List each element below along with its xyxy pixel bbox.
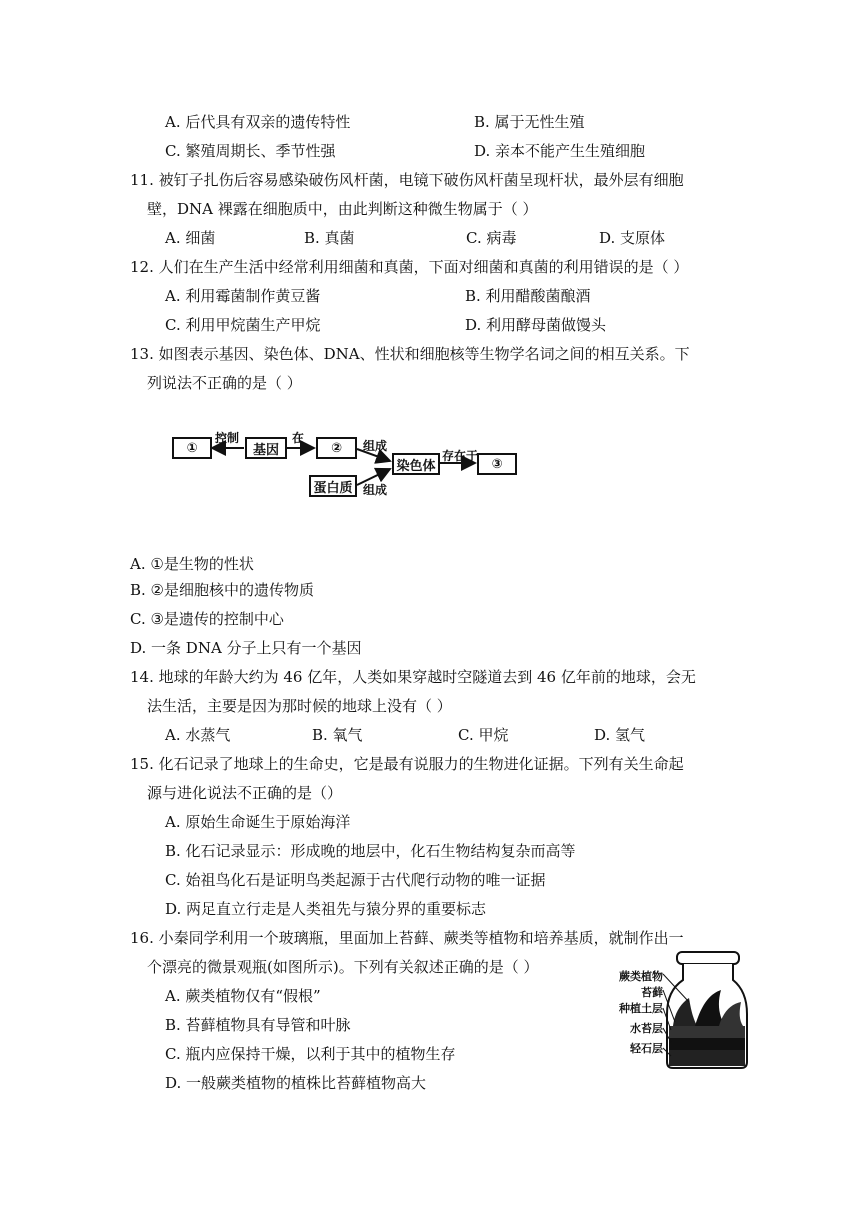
q15-option-a: A. 原始生命诞生于原始海洋 — [165, 813, 351, 831]
diagram-box-protein: 蛋白质 — [309, 475, 357, 497]
label-soil-layer: 种植土层 — [619, 1002, 663, 1015]
q16-option-c: C. 瓶内应保持干燥，以利于其中的植物生存 — [165, 1045, 456, 1063]
label-compose-1: 组成 — [363, 439, 388, 453]
label-moss: 苔藓 — [641, 986, 663, 999]
q13-stem-line2: 列说法不正确的是（ ） — [147, 374, 302, 392]
q13-option-c: C. ③是遗传的控制中心 — [130, 610, 284, 628]
q11-option-b: B. 真菌 — [304, 229, 355, 247]
q11-stem-line2: 壁，DNA 裸露在细胞质中，由此判断这种微生物属于（ ） — [147, 200, 538, 218]
q15-option-d: D. 两足直立行走是人类祖先与猿分界的重要标志 — [165, 900, 487, 918]
gene-chromosome-diagram — [170, 425, 530, 505]
q10-option-d: D. 亲本不能产生生殖细胞 — [474, 142, 646, 160]
q11-option-c: C. 病毒 — [466, 229, 517, 247]
q12-option-b: B. 利用醋酸菌酿酒 — [465, 287, 591, 305]
diagram-box-1: ① — [172, 437, 212, 459]
q14-option-b: B. 氧气 — [312, 726, 363, 744]
label-in: 在 — [292, 431, 305, 445]
label-fern: 蕨类植物 — [619, 970, 663, 983]
q10-option-b: B. 属于无性生殖 — [474, 113, 585, 131]
q16-stem-line1: 16. 小秦同学利用一个玻璃瓶，里面加上苔藓、蕨类等植物和培养基质，就制作出一 — [130, 929, 684, 947]
q14-stem-line2: 法生活，主要是因为那时候的地球上没有（ ） — [147, 697, 452, 715]
label-compose-2: 组成 — [363, 483, 388, 497]
q16-option-b: B. 苔藓植物具有导管和叶脉 — [165, 1016, 351, 1034]
label-exist-in: 存在于 — [442, 449, 479, 463]
q12-stem: 12. 人们在生产生活中经常利用细菌和真菌，下面对细菌和真菌的利用错误的是（ ） — [130, 258, 689, 276]
q12-option-c: C. 利用甲烷菌生产甲烷 — [165, 316, 321, 334]
q14-stem-line1: 14. 地球的年龄大约为 46 亿年，人类如果穿越时空隧道去到 46 亿年前的地球，会无 — [130, 668, 696, 686]
q14-option-d: D. 氢气 — [594, 726, 646, 744]
label-control: 控制 — [215, 431, 240, 445]
q12-option-a: A. 利用霉菌制作黄豆酱 — [165, 287, 321, 305]
q16-option-d: D. 一般蕨类植物的植株比苔藓植物高大 — [165, 1074, 427, 1092]
q11-stem-line1: 11. 被钉子扎伤后容易感染破伤风杆菌，电镜下破伤风杆菌呈现杆状，最外层有细胞 — [130, 171, 684, 189]
label-pumice-layer: 轻石层 — [630, 1042, 663, 1055]
q11-option-a: A. 细菌 — [165, 229, 216, 247]
q10-option-a: A. 后代具有双亲的遗传特性 — [165, 113, 351, 131]
q15-option-c: C. 始祖鸟化石是证明鸟类起源于古代爬行动物的唯一证据 — [165, 871, 546, 889]
q16-stem-line2: 个漂亮的微景观瓶(如图所示)。下列有关叙述正确的是（ ） — [147, 958, 539, 976]
q10-option-c: C. 繁殖周期长、季节性强 — [165, 142, 336, 160]
q11-option-d: D. 支原体 — [599, 229, 666, 247]
q15-option-b: B. 化石记录显示：形成晚的地层中，化石生物结构复杂而高等 — [165, 842, 576, 860]
q13-option-b: B. ②是细胞核中的遗传物质 — [130, 581, 315, 599]
q16-option-a: A. 蕨类植物仅有“假根” — [165, 987, 321, 1005]
q13-option-d: D. 一条 DNA 分子上只有一个基因 — [130, 639, 362, 657]
diagram-box-gene: 基因 — [245, 437, 287, 459]
label-sphagnum-layer: 水苔层 — [630, 1022, 663, 1035]
q12-option-d: D. 利用酵母菌做馒头 — [465, 316, 607, 334]
q14-option-a: A. 水蒸气 — [165, 726, 231, 744]
q15-stem-line2: 源与进化说法不正确的是（） — [147, 784, 343, 802]
q13-option-a: A. ①是生物的性状 — [130, 555, 254, 573]
terrarium-jar-figure — [605, 950, 755, 1072]
q13-stem-line1: 13. 如图表示基因、染色体、DNA、性状和细胞核等生物学名词之间的相互关系。下 — [130, 345, 690, 363]
diagram-box-2: ② — [316, 437, 357, 459]
q14-option-c: C. 甲烷 — [458, 726, 509, 744]
diagram-box-chromosome: 染色体 — [392, 453, 440, 475]
diagram-box-3: ③ — [477, 453, 517, 475]
q15-stem-line1: 15. 化石记录了地球上的生命史，它是最有说服力的生物进化证据。下列有关生命起 — [130, 755, 684, 773]
